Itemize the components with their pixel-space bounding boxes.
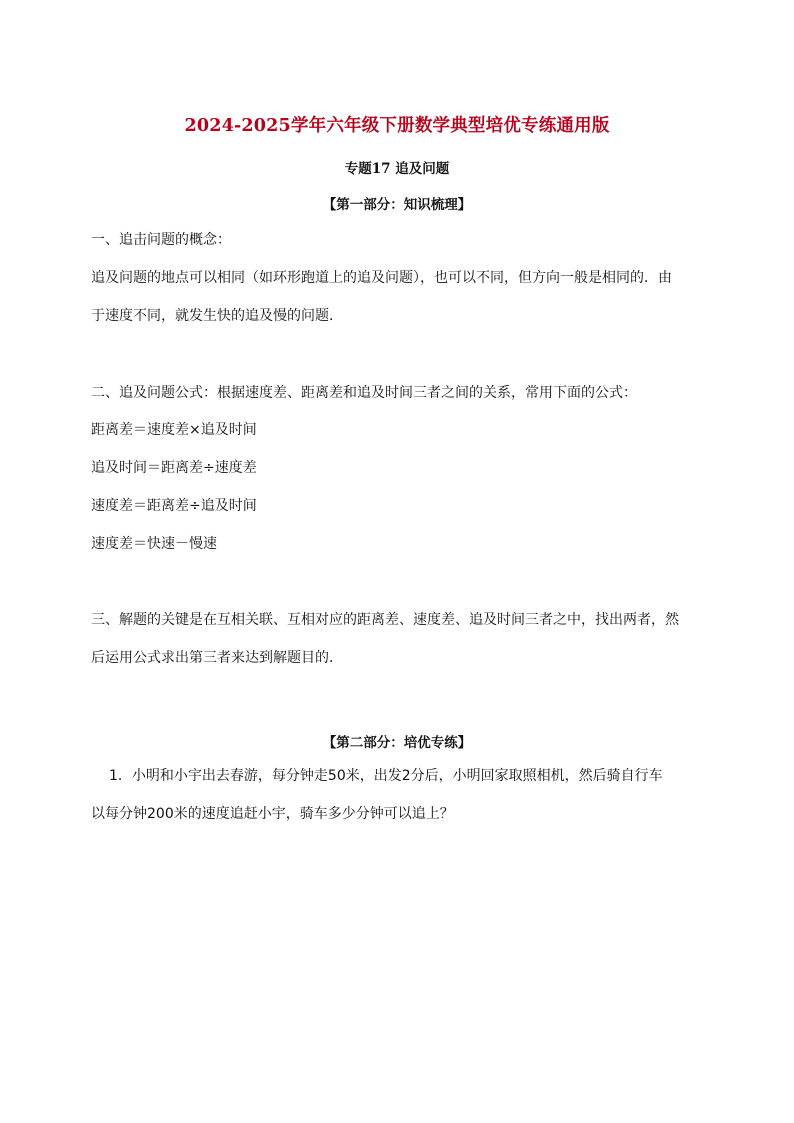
part1-header: 【第一部分：知识梳理】 — [322, 197, 472, 213]
topic-subtitle: 专题17 追及问题 — [344, 161, 450, 177]
formula-4: 速度差＝快速－慢速 — [91, 536, 217, 552]
page-title: 2024-2025学年六年级下册数学典型培优专练通用版 — [184, 116, 610, 136]
section3-text-line1: 三、解题的关键是在互相关联、互相对应的距离差、速度差、追及时间三者之中，找出两者，然 — [91, 612, 679, 628]
question-1-line1: 1．小明和小宇出去春游，每分钟走50米，出发2分后，小明回家取照相机，然后骑自行车 — [109, 768, 663, 784]
section1-title: 一、追击问题的概念： — [91, 232, 231, 248]
formula-2: 追及时间＝距离差÷速度差 — [91, 460, 257, 476]
section2-title: 二、追及问题公式：根据速度差、距离差和追及时间三者之间的关系，常用下面的公式： — [91, 385, 637, 401]
section1-text-line1: 追及问题的地点可以相同（如环形跑道上的追及问题），也可以不同，但方向一般是相同的．由 — [91, 270, 672, 286]
question-1-line2: 以每分钟200米的速度追赶小宇，骑车多少分钟可以追上？ — [91, 806, 454, 822]
formula-3: 速度差＝距离差÷追及时间 — [91, 498, 257, 514]
section1-text-line2: 于速度不同，就发生快的追及慢的问题． — [91, 308, 343, 324]
part2-header: 【第二部分：培优专练】 — [322, 735, 472, 751]
section3-text-line2: 后运用公式求出第三者来达到解题目的． — [91, 650, 343, 666]
formula-1: 距离差＝速度差×追及时间 — [91, 422, 257, 438]
